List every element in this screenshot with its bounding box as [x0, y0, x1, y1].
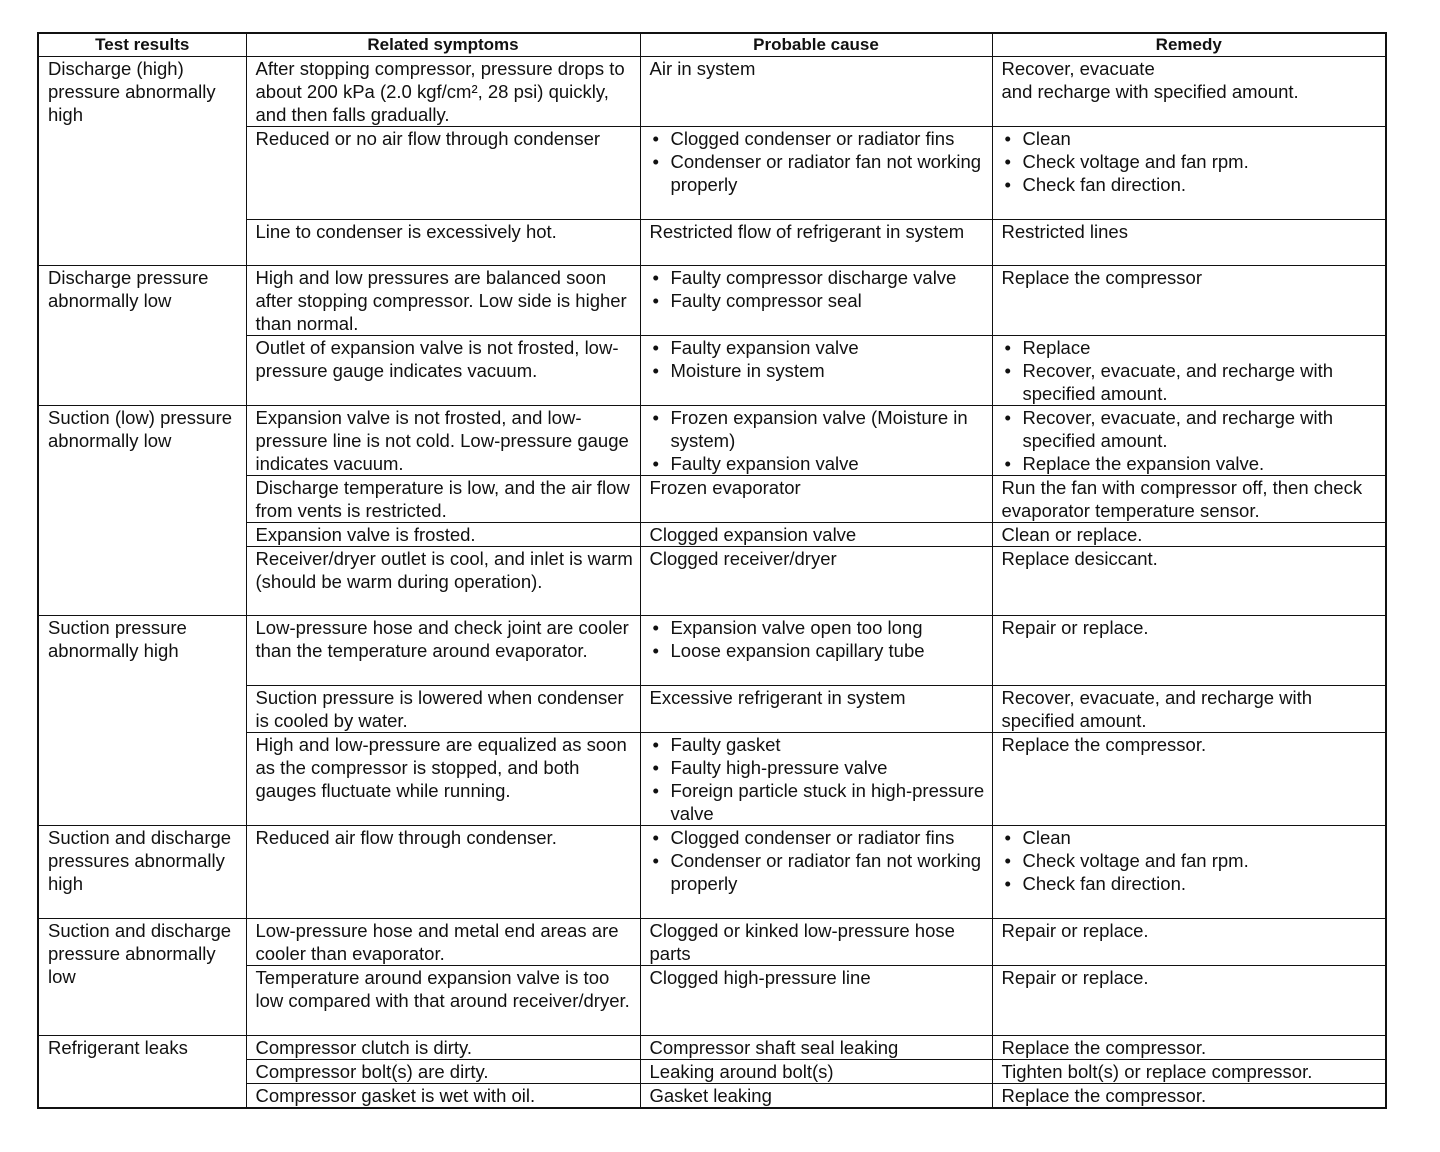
cause-cell-list — [650, 406, 988, 475]
cause-cell — [640, 127, 992, 220]
test-result-cell: Refrigerant leaks — [38, 1036, 246, 1109]
list-item: • Faulty high-pressure valve — [650, 756, 988, 779]
table-body — [38, 57, 1386, 1109]
symptom-cell: Expansion valve is not frosted, and low-pressure line is not cold. Low-pressure gauge indicates vacuum. — [246, 406, 640, 476]
table-row — [38, 57, 1386, 127]
remedy-cell-line: Restricted lines — [1001, 221, 1128, 242]
remedy-cell-line: Clean or replace. — [1001, 524, 1143, 545]
remedy-cell-list — [1002, 826, 1382, 895]
cause-cell-line: Leaking around bolt(s) — [649, 1061, 834, 1082]
remedy-cell — [992, 336, 1386, 406]
list-item: • Faulty expansion valve — [650, 452, 988, 475]
list-item: • Check fan direction. — [1002, 173, 1382, 196]
list-item: • Expansion valve open too long — [650, 616, 988, 639]
list-item: • Check voltage and fan rpm. — [1002, 150, 1382, 173]
cause-cell-line: Air in system — [649, 58, 756, 79]
list-item: • Faulty compressor seal — [650, 289, 988, 312]
cause-cell-line: Clogged or kinked low-pressure hose parts — [649, 920, 955, 964]
table-row — [38, 406, 1386, 476]
table-row — [38, 266, 1386, 336]
symptom-cell: After stopping compressor, pressure drops to about 200 kPa (2.0 kgf/cm², 28 psi) quickly, and then falls gradually. — [246, 57, 640, 127]
cause-cell-line: Clogged expansion valve — [649, 524, 857, 545]
list-item: • Faulty expansion valve — [650, 336, 988, 359]
remedy-cell-line: Run the fan with compressor off, then check evaporator temperature sensor. — [1001, 477, 1363, 521]
list-item: • Replace the expansion valve. — [1002, 452, 1382, 475]
symptom-cell: Temperature around expansion valve is too low compared with that around receiver/dryer. — [246, 966, 640, 1036]
remedy-cell — [992, 547, 1386, 616]
list-item: • Check fan direction. — [1002, 872, 1382, 895]
table-row — [38, 1036, 1386, 1060]
test-result-cell: Suction (low) pressure abnormally low — [38, 406, 246, 616]
cause-cell — [640, 733, 992, 826]
cause-cell — [640, 919, 992, 966]
list-item: • Condenser or radiator fan not working properly — [650, 849, 988, 895]
remedy-cell-list — [1002, 406, 1382, 475]
cause-cell — [640, 1036, 992, 1060]
symptom-cell: Reduced air flow through condenser. — [246, 826, 640, 919]
header-test-results: Test results — [38, 33, 246, 57]
cause-cell — [640, 523, 992, 547]
cause-cell-line: Clogged receiver/dryer — [649, 548, 837, 569]
symptom-cell: Low-pressure hose and metal end areas are cooler than evaporator. — [246, 919, 640, 966]
cause-cell — [640, 266, 992, 336]
test-result-cell: Discharge (high) pressure abnormally high — [38, 57, 246, 266]
cause-cell — [640, 406, 992, 476]
list-item: • Loose expansion capillary tube — [650, 639, 988, 662]
list-item: • Faulty compressor discharge valve — [650, 266, 988, 289]
cause-cell — [640, 686, 992, 733]
cause-cell-list — [650, 733, 988, 825]
list-item: • Moisture in system — [650, 359, 988, 382]
cause-cell-line: Restricted flow of refrigerant in system — [649, 221, 965, 242]
cause-cell-list — [650, 266, 988, 312]
header-row — [38, 33, 1386, 57]
symptom-cell: Discharge temperature is low, and the air flow from vents is restricted. — [246, 476, 640, 523]
table-row — [38, 919, 1386, 966]
header-related-symptoms: Related symptoms — [246, 33, 640, 57]
remedy-cell — [992, 919, 1386, 966]
cause-cell-line: Compressor shaft seal leaking — [649, 1037, 899, 1058]
list-item: • Clogged condenser or radiator fins — [650, 826, 988, 849]
symptom-cell: High and low-pressure are equalized as soon as the compressor is stopped, and both gauges fluctuate while running. — [246, 733, 640, 826]
cause-cell — [640, 826, 992, 919]
list-item: • Frozen expansion valve (Moisture in system) — [650, 406, 988, 452]
cause-cell — [640, 476, 992, 523]
remedy-cell-line: Replace desiccant. — [1001, 548, 1158, 569]
symptom-cell: High and low pressures are balanced soon after stopping compressor. Low side is higher than normal. — [246, 266, 640, 336]
remedy-cell — [992, 1036, 1386, 1060]
list-item: • Clean — [1002, 127, 1382, 150]
remedy-cell-line: and recharge with specified amount. — [1001, 81, 1299, 102]
list-item: • Check voltage and fan rpm. — [1002, 849, 1382, 872]
list-item: • Condenser or radiator fan not working properly — [650, 150, 988, 196]
cause-cell-line: Clogged high-pressure line — [649, 967, 871, 988]
troubleshooting-table — [37, 32, 1387, 1109]
symptom-cell: Suction pressure is lowered when condenser is cooled by water. — [246, 686, 640, 733]
remedy-cell-line: Recover, evacuate, and recharge with specified amount. — [1001, 687, 1313, 731]
header-probable-cause: Probable cause — [640, 33, 992, 57]
remedy-cell-line: Replace the compressor. — [1001, 734, 1207, 755]
remedy-cell — [992, 406, 1386, 476]
remedy-cell — [992, 966, 1386, 1036]
list-item: • Faulty gasket — [650, 733, 988, 756]
cause-cell-line: Excessive refrigerant in system — [649, 687, 906, 708]
remedy-cell — [992, 733, 1386, 826]
symptom-cell: Line to condenser is excessively hot. — [246, 220, 640, 266]
list-item: • Recover, evacuate, and recharge with specified amount. — [1002, 406, 1382, 452]
symptom-cell: Receiver/dryer outlet is cool, and inlet is warm (should be warm during operation). — [246, 547, 640, 616]
cause-cell — [640, 57, 992, 127]
symptom-cell: Reduced or no air flow through condenser — [246, 127, 640, 220]
test-result-cell: Suction and discharge pressure abnormally low — [38, 919, 246, 1036]
remedy-cell — [992, 826, 1386, 919]
symptom-cell: Compressor bolt(s) are dirty. — [246, 1060, 640, 1084]
remedy-cell — [992, 57, 1386, 127]
table-row — [38, 826, 1386, 919]
table-row — [38, 616, 1386, 686]
symptom-cell: Expansion valve is frosted. — [246, 523, 640, 547]
symptom-cell: Compressor gasket is wet with oil. — [246, 1084, 640, 1109]
remedy-cell-list — [1002, 336, 1382, 405]
remedy-cell — [992, 220, 1386, 266]
remedy-cell-line: Repair or replace. — [1001, 967, 1149, 988]
list-item: • Recover, evacuate, and recharge with specified amount. — [1002, 359, 1382, 405]
remedy-cell-line: Replace the compressor — [1001, 267, 1203, 288]
cause-cell — [640, 1060, 992, 1084]
cause-cell-line: Frozen evaporator — [649, 477, 801, 498]
cause-cell — [640, 220, 992, 266]
remedy-cell — [992, 523, 1386, 547]
remedy-cell — [992, 686, 1386, 733]
test-result-cell: Discharge pressure abnormally low — [38, 266, 246, 406]
remedy-cell-line: Repair or replace. — [1001, 920, 1149, 941]
test-result-cell: Suction pressure abnormally high — [38, 616, 246, 826]
symptom-cell: Outlet of expansion valve is not frosted, low-pressure gauge indicates vacuum. — [246, 336, 640, 406]
symptom-cell: Low-pressure hose and check joint are cooler than the temperature around evaporator. — [246, 616, 640, 686]
cause-cell — [640, 336, 992, 406]
remedy-cell-line: Replace the compressor. — [1001, 1085, 1207, 1106]
list-item: • Foreign particle stuck in high-pressure valve — [650, 779, 988, 825]
remedy-cell — [992, 266, 1386, 336]
remedy-cell-line: Tighten bolt(s) or replace compressor. — [1001, 1061, 1313, 1082]
remedy-cell-line: Recover, evacuate — [1001, 58, 1155, 79]
remedy-cell — [992, 1060, 1386, 1084]
remedy-cell-line: Repair or replace. — [1001, 617, 1149, 638]
remedy-cell-list — [1002, 127, 1382, 196]
cause-cell — [640, 616, 992, 686]
list-item: • Clogged condenser or radiator fins — [650, 127, 988, 150]
remedy-cell — [992, 476, 1386, 523]
remedy-cell — [992, 616, 1386, 686]
symptom-cell: Compressor clutch is dirty. — [246, 1036, 640, 1060]
list-item: • Clean — [1002, 826, 1382, 849]
cause-cell-list — [650, 336, 988, 382]
cause-cell-list — [650, 127, 988, 196]
cause-cell-list — [650, 826, 988, 895]
list-item: • Replace — [1002, 336, 1382, 359]
remedy-cell — [992, 1084, 1386, 1109]
cause-cell-list — [650, 616, 988, 662]
cause-cell — [640, 1084, 992, 1109]
header-remedy: Remedy — [992, 33, 1386, 57]
cause-cell-line: Gasket leaking — [649, 1085, 772, 1106]
remedy-cell — [992, 127, 1386, 220]
cause-cell — [640, 547, 992, 616]
cause-cell — [640, 966, 992, 1036]
test-result-cell: Suction and discharge pressures abnormally high — [38, 826, 246, 919]
remedy-cell-line: Replace the compressor. — [1001, 1037, 1207, 1058]
